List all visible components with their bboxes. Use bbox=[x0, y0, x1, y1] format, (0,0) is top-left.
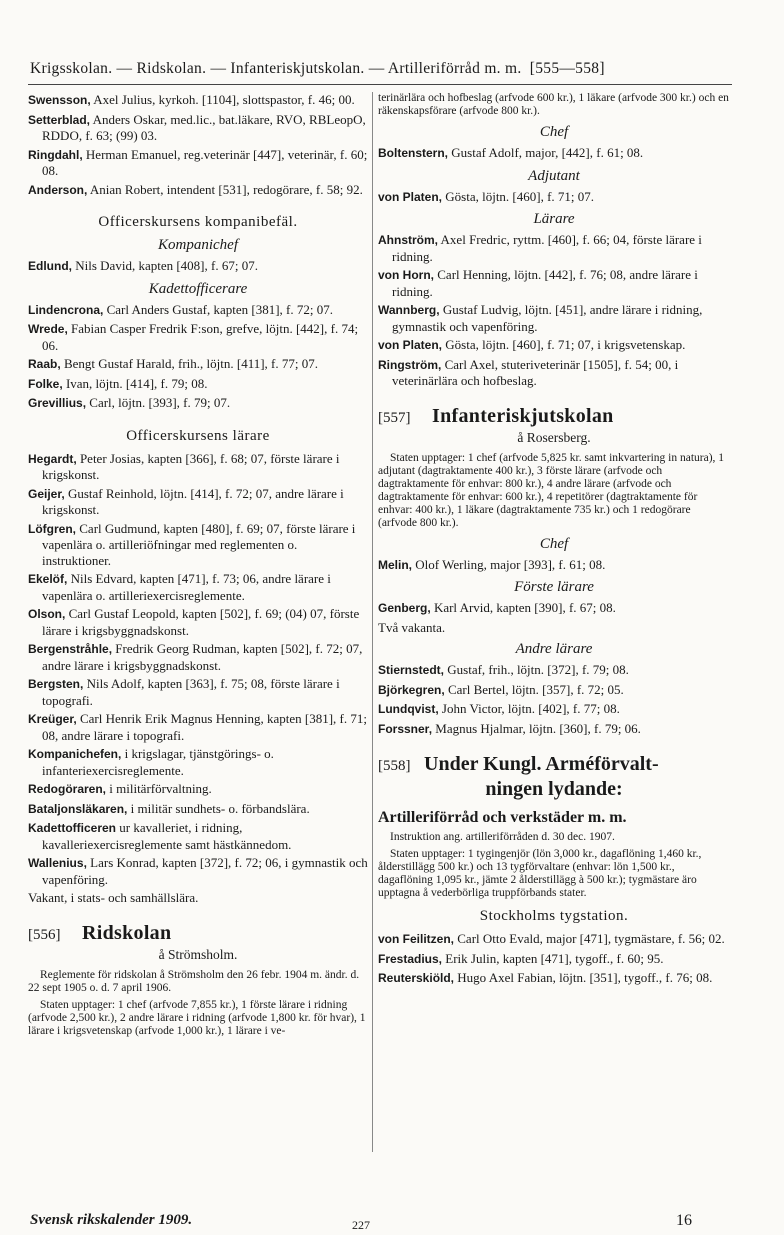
person-name: Folke, bbox=[28, 376, 63, 391]
person-name: Melin, bbox=[378, 557, 413, 572]
left-column bbox=[28, 92, 368, 1042]
section-ref: [558] bbox=[378, 758, 411, 774]
person-name: Ringdahl, bbox=[28, 147, 83, 162]
person-name: Olson, bbox=[28, 607, 66, 621]
person-entry bbox=[28, 92, 368, 109]
person-details: Nils Edvard, kapten [471], f. 73; 06, andre lärare i vapenlära o. artilleriexercisreglemente. bbox=[42, 571, 331, 603]
person-entry bbox=[28, 258, 368, 275]
person-name: Bataljonsläkaren, bbox=[28, 801, 128, 816]
entry-list bbox=[378, 145, 730, 162]
person-name: Geijer, bbox=[28, 486, 65, 501]
person-name: Forssner, bbox=[378, 721, 433, 736]
andre-label: Andre lärare bbox=[515, 641, 593, 657]
person-details: ur kavalleriet, i ridning, kavalleriexercisreglemente samt hästkännedom. bbox=[42, 820, 292, 852]
person-name: Ringström, bbox=[378, 357, 442, 372]
header-rule bbox=[28, 84, 732, 85]
person-entry bbox=[378, 232, 730, 264]
person-details: Gustaf Adolf, major, [442], f. 61; 08. bbox=[451, 145, 644, 160]
person-details: Fabian Casper Fredrik F:son, grefve, löjtn. [442], f. 74; 06. bbox=[42, 321, 359, 353]
stockholm-title: Stockholms tygstation. bbox=[479, 908, 629, 924]
person-entry bbox=[28, 182, 368, 199]
person-details: Nils Adolf, kapten [363], f. 75; 08, förste lärare i topografi. bbox=[42, 676, 340, 708]
person-entry bbox=[378, 721, 730, 738]
entry-list bbox=[378, 662, 730, 737]
vacant-line: Vakant, i stats- och samhällslära. bbox=[28, 890, 199, 905]
section-ref: [556] bbox=[28, 926, 61, 943]
person-entry bbox=[28, 571, 368, 603]
officers-title: Officerskursens kompanibefäl. bbox=[98, 214, 298, 230]
entry-list bbox=[378, 232, 730, 389]
running-header bbox=[30, 60, 730, 78]
person-details: Axel Julius, kyrkoh. [1104], slottspastor, f. 46; 00. bbox=[93, 92, 355, 107]
person-details: Lars Konrad, kapten [372], f. 72; 06, i gymnastik och vapenföring. bbox=[42, 855, 368, 887]
entry-list bbox=[28, 451, 368, 888]
person-name: Boltenstern, bbox=[378, 146, 449, 160]
person-name: Wallenius, bbox=[28, 856, 87, 870]
person-entry bbox=[28, 801, 368, 818]
person-details: Carl Bertel, löjtn. [357], f. 72; 05. bbox=[447, 681, 624, 697]
person-entry bbox=[28, 147, 368, 179]
entry-list bbox=[378, 931, 730, 987]
person-name: Redogöraren, bbox=[28, 782, 107, 796]
infanteri-place: å Rosersberg. bbox=[517, 429, 591, 445]
entry-list bbox=[28, 92, 368, 198]
person-entry bbox=[28, 676, 368, 708]
person-details: Karl Arvid, kapten [390], f. 67; 08. bbox=[433, 600, 616, 615]
person-entry bbox=[378, 557, 730, 574]
page-number: 227 bbox=[352, 1218, 370, 1232]
person-details: Magnus Hjalmar, löjtn. [360], f. 79; 06. bbox=[435, 720, 641, 736]
person-entry bbox=[378, 145, 730, 162]
person-name: von Feilitzen, bbox=[378, 932, 455, 946]
person-entry bbox=[378, 337, 730, 354]
person-details: Olof Werling, major [393], f. 61; 08. bbox=[415, 556, 606, 572]
armef-heading bbox=[378, 753, 730, 801]
person-name: Wrede, bbox=[28, 322, 68, 336]
armef-subheading: Artilleriförråd och verkstäder m. m. bbox=[378, 809, 627, 826]
ridskolan-heading bbox=[28, 922, 368, 945]
section-ref: [557] bbox=[378, 409, 411, 426]
person-name: Ahnström, bbox=[378, 233, 438, 247]
person-name: Edlund, bbox=[28, 259, 72, 273]
teachers-title: Officerskursens lärare bbox=[126, 427, 270, 444]
person-details: Carl Otto Evald, major [471], tygmästare, f. 56; 02. bbox=[457, 931, 725, 946]
person-details: i krigslagar, tjänstgörings- o. infanteriexercisreglemente. bbox=[42, 746, 274, 778]
person-entry bbox=[378, 267, 730, 299]
page-range: [555—558] bbox=[529, 60, 605, 77]
person-name: Wannberg, bbox=[378, 303, 440, 317]
entry-list bbox=[28, 258, 368, 275]
person-details: Carl, löjtn. [393], f. 79; 07. bbox=[89, 395, 231, 410]
kompanichef-label: Kompanichef bbox=[158, 237, 238, 253]
person-entry bbox=[28, 606, 368, 638]
person-name: Genberg, bbox=[378, 601, 431, 615]
entry-list bbox=[378, 189, 730, 206]
person-name: Stiernstedt, bbox=[378, 663, 445, 677]
person-entry bbox=[28, 376, 368, 393]
person-entry bbox=[28, 820, 368, 852]
person-entry bbox=[378, 357, 730, 389]
person-details: Gösta, löjtn. [460], f. 71; 07, i krigsvetenskap. bbox=[445, 337, 686, 352]
person-entry bbox=[378, 951, 730, 968]
person-name: Anderson, bbox=[28, 182, 88, 197]
continued-paragraph: terinärlära och hofbeslag (arfvode 600 kr.), 1 läkare (arfvode 300 kr.) och en räkenskapsförare (arfvode 800 kr.). bbox=[378, 92, 729, 117]
person-entry bbox=[378, 701, 730, 718]
person-entry bbox=[28, 641, 368, 673]
person-entry bbox=[378, 600, 730, 617]
person-name: Setterblad, bbox=[28, 112, 91, 127]
person-name: Bergsten, bbox=[28, 677, 84, 691]
person-entry bbox=[28, 356, 368, 373]
person-name: Grevillius, bbox=[28, 396, 87, 410]
person-name: Björkegren, bbox=[378, 682, 445, 697]
person-entry bbox=[378, 931, 730, 948]
section-number: 16 bbox=[676, 1212, 692, 1229]
armef-paragraph: Instruktion ang. artilleriförråden d. 30 dec. 1907. bbox=[390, 831, 615, 843]
entry-list bbox=[28, 302, 368, 412]
person-entry bbox=[28, 746, 368, 778]
person-details: Anders Oskar, med.lic., bat.läkare, RVO, RBLeopO, RDDO, f. 63; (99) 03. bbox=[42, 111, 366, 143]
section-title-cont: ningen lydande: bbox=[485, 778, 623, 800]
ridskolan-place: å Strömsholm. bbox=[158, 946, 238, 962]
person-entry bbox=[378, 662, 730, 679]
running-title: Krigsskolan. — Ridskolan. — Infanteriskjutskolan. — Artilleriförråd m. m. bbox=[30, 60, 522, 77]
person-name: Reuterskiöld, bbox=[378, 971, 455, 985]
adjutant-label: Adjutant bbox=[528, 167, 580, 184]
person-details: Herman Emanuel, reg.veterinär [447], veterinär, f. 60; 08. bbox=[42, 146, 368, 178]
person-name: Kreüger, bbox=[28, 712, 77, 726]
person-name: Hegardt, bbox=[28, 451, 77, 466]
larare-label: Lärare bbox=[533, 211, 575, 227]
person-details: Carl Gudmund, kapten [480], f. 69; 07, förste lärare i vapenlära o. artilleriöfningar med reglementen o. instruktioner. bbox=[42, 520, 356, 568]
person-name: Ekelöf, bbox=[28, 572, 68, 586]
person-entry bbox=[28, 321, 368, 353]
person-name: Kompanichefen, bbox=[28, 747, 122, 761]
section-title: Ridskolan bbox=[82, 921, 172, 944]
person-name: Frestadius, bbox=[378, 951, 443, 966]
person-entry bbox=[28, 711, 368, 743]
person-details: Ivan, löjtn. [414], f. 79; 08. bbox=[65, 375, 208, 391]
publication-title: Svensk rikskalender 1909. bbox=[30, 1212, 193, 1228]
person-details: Carl Anders Gustaf, kapten [381], f. 72; 07. bbox=[106, 301, 333, 317]
chef-label: Chef bbox=[539, 124, 569, 140]
person-details: Gösta, löjtn. [460], f. 71; 07. bbox=[445, 188, 595, 204]
person-name: von Platen, bbox=[378, 189, 443, 204]
ridskolan-paragraph: Reglemente för ridskolan å Strömsholm den 26 febr. 1904 m. ändr. d. 22 sept 1905 o. d. 7 april 1906. bbox=[28, 968, 360, 994]
vacant-line: Två vakanta. bbox=[378, 619, 446, 635]
section-title: Infanteriskjutskolan bbox=[432, 404, 614, 427]
person-entry bbox=[28, 781, 368, 798]
person-details: Axel Fredric, ryttm. [460], f. 66; 04, förste lärare i ridning. bbox=[392, 232, 702, 264]
person-name: von Horn, bbox=[378, 268, 434, 282]
person-name: Lindencrona, bbox=[28, 302, 104, 317]
person-name: Lundqvist, bbox=[378, 702, 439, 716]
person-entry bbox=[378, 302, 730, 334]
person-details: Gustaf, frih., löjtn. [372], f. 79; 08. bbox=[447, 662, 629, 677]
person-entry bbox=[28, 395, 368, 412]
person-entry bbox=[28, 486, 368, 518]
person-details: i militärförvaltning. bbox=[109, 781, 212, 796]
person-name: Raab, bbox=[28, 357, 61, 371]
person-details: Nils David, kapten [408], f. 67; 07. bbox=[75, 258, 258, 273]
infanteri-paragraph: Staten upptager: 1 chef (arfvode 5,825 kr. samt inkvartering in natura), 1 adjutant (dagtraktamente 400 kr.), 3 förste lärare (arfvode och dagtraktamente för enhvar: 800 kr.), 4 andre lärare (arfvode och dagtraktamente för enhvar: 600 kr.), 4 repetitörer (dagtraktamente för enhvar: 400 kr.), 1 läkare (dagtraktamente 735 kr.) och 1 redogörare (arfvode 800 kr.). bbox=[378, 451, 725, 529]
person-details: Fredrik Georg Rudman, kapten [502], f. 72; 07, andre lärare i krigsbyggnadskonst. bbox=[42, 641, 363, 673]
armef-paragraph: Staten upptager: 1 tygingenjör (lön 3,000 kr., dagaflöning 1,460 kr., ålderstillägg 500 kr.) och 13 tygförvaltare (enhvar: lön 1,500 kr., dagaflöning 1,095 kr., jämte 2 ålderstillägg à 500 kr.); tygmästare äro upptagna å vederbörliga truppförbands stater. bbox=[378, 848, 702, 899]
person-details: Carl Henning, löjtn. [442], f. 76; 08, andre lärare i ridning. bbox=[392, 267, 698, 299]
person-name: Bergenstråhle, bbox=[28, 642, 113, 656]
infanteri-heading bbox=[378, 405, 730, 428]
person-details: Hugo Axel Fabian, löjtn. [351], tygoff., f. 76; 08. bbox=[457, 970, 713, 985]
forste-label: Förste lärare bbox=[514, 579, 594, 595]
person-details: Carl Axel, stuteriveterinär [1505], f. 54; 00, i veterinärlära och hofbeslag. bbox=[392, 356, 679, 388]
right-column bbox=[378, 92, 730, 990]
person-entry bbox=[28, 451, 368, 483]
person-name: Löfgren, bbox=[28, 521, 76, 536]
person-entry bbox=[28, 855, 368, 887]
person-name: Swensson, bbox=[28, 93, 91, 107]
person-entry bbox=[28, 112, 368, 144]
person-entry bbox=[28, 521, 368, 569]
column-divider bbox=[372, 92, 373, 1152]
person-details: Carl Henrik Erik Magnus Henning, kapten [381], f. 71; 08, andre lärare i topografi. bbox=[42, 711, 367, 743]
person-details: Erik Julin, kapten [471], tygoff., f. 60; 95. bbox=[445, 950, 664, 966]
person-entry bbox=[378, 970, 730, 987]
person-details: i militär sundhets- o. förbandslära. bbox=[130, 800, 310, 816]
section-title: Under Kungl. Arméförvalt- bbox=[424, 753, 659, 775]
person-entry bbox=[28, 302, 368, 319]
person-entry bbox=[378, 682, 730, 699]
person-details: Gustaf Reinhold, löjtn. [414], f. 72; 07, andre lärare i krigskonst. bbox=[42, 485, 344, 517]
person-details: Bengt Gustaf Harald, frih., löjtn. [411], f. 77; 07. bbox=[63, 356, 318, 371]
entry-list bbox=[378, 600, 730, 617]
person-details: Anian Robert, intendent [531], redogörare, f. 58; 92. bbox=[89, 181, 363, 197]
person-details: Gustaf Ludvig, löjtn. [451], andre lärare i ridning, gymnastik och vapenföring. bbox=[392, 302, 703, 334]
person-details: Peter Josias, kapten [366], f. 68; 07, förste lärare i krigskonst. bbox=[42, 450, 340, 482]
infanteri-chef-label: Chef bbox=[539, 535, 569, 552]
person-name: von Platen, bbox=[378, 338, 443, 352]
kadett-label: Kadettofficerare bbox=[148, 280, 248, 297]
person-details: John Victor, löjtn. [402], f. 77; 08. bbox=[441, 701, 620, 716]
person-details: Carl Gustaf Leopold, kapten [502], f. 69; (04) 07, förste lärare i krigsbyggnadskonst. bbox=[42, 606, 360, 638]
ridskolan-paragraph: Staten upptager: 1 chef (arfvode 7,855 kr.), 1 förste lärare i ridning (arfvode 2,500 kr.), 2 andre lärare i ridning (arfvode 1,800 kr. för hvar), 1 lärare i krigsvetenskap (arfvode 1,000 kr.), 1 lärare i ve- bbox=[28, 998, 366, 1037]
person-entry bbox=[378, 189, 730, 206]
entry-list bbox=[378, 557, 730, 574]
person-name: Kadettofficeren bbox=[28, 821, 117, 835]
